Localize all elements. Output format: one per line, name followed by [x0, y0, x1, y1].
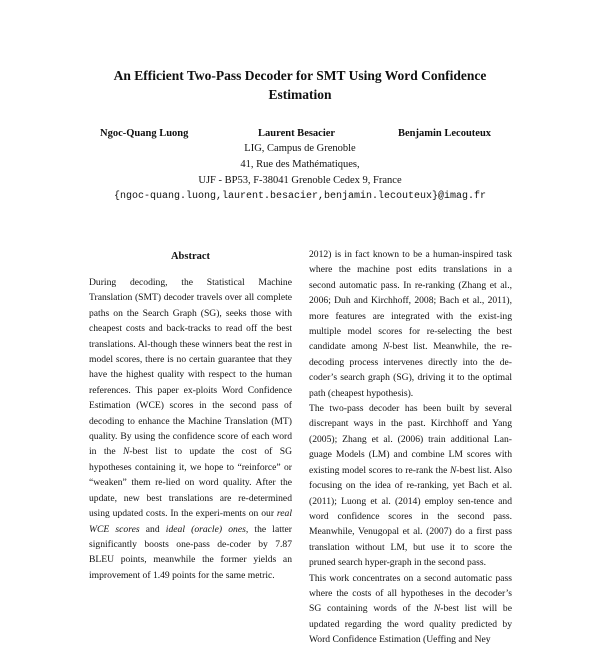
affiliation-lab: LIG, Campus de Grenoble	[244, 143, 356, 154]
paper-title	[0, 66, 600, 104]
abstract-body	[89, 275, 292, 583]
title-line-1: An Efficient Two-Pass Decoder for SMT Using Word Confidence	[113, 68, 487, 83]
abstract-paragraph: During decoding, the Statistical Machine Translation (SMT) decoder travels over all complete paths on the Search Graph (SG), seeks those with cheapest costs and back-tracks to read off the best translations. Al-though these winners beat the rest in model scores, there is no certain guarantee that they have the highest quality with respect to the human references. This paper ex-ploits Word Confidence Estimation (WCE) scores in the second pass of decoding to enhance the Machine Translation (MT) quality. By using the confidence score of each word in the N-best list to update the cost of SG hypotheses containing it, we hope to “reinforce” or “weaken” them re-lied on word quality. After the update, new best translations are re-determined using updated costs. In the experi-ments on our real WCE scores and ideal (oracle) ones, the latter significantly boosts one-pass de-coder by 7.87 BLEU points, meanwhile the former yields an improvement of 1.49 points for the same metric.	[89, 277, 293, 581]
introduction-column	[309, 247, 512, 648]
abstract-heading: Abstract	[170, 251, 211, 262]
author-2: Laurent Besacier	[258, 128, 336, 139]
affiliation-city: UJF - BP53, F-38041 Grenoble Cedex 9, France	[198, 175, 402, 186]
intro-paragraph-2: The two-pass decoder has been built by several discrepant ways in the past. Kirchhoff and Yang (2005); Zhang et al. (2006) train additional Lan-guage Models (LM) and combine LM scores with existing model scores to re-rank the N-best list. Also focusing on the idea of re-ranking, yet Bach et al. (2011); Luong et al. (2014) employ sen-tence and word confidence scores in the second pass. Meanwhile, Venugopal et al. (2007) do a first pass translation without LM, but use it to score the pruned search hyper-graph in the second pass.	[309, 403, 512, 569]
author-1: Ngoc-Quang Luong	[100, 128, 189, 139]
title-line-2: Estimation	[268, 87, 332, 102]
affiliation-block	[0, 141, 600, 205]
affiliation-street: 41, Rue des Mathématiques,	[240, 159, 360, 170]
intro-paragraph-3: This work concentrates on a second automatic pass where the costs of all hypotheses in the decoder’s SG containing words of the N-best list will be updated regarding the word quality predicted by Word Confidence Estimation (Ueffing and Ney	[309, 572, 512, 646]
intro-paragraph-1: 2012) is in fact known to be a human-inspired task where the machine post edits translations in a second automatic pass. In re-ranking (Zhang et al., 2006; Duh and Kirchhoff, 2008; Bach et al., 2011), more features are integrated with the exist-ing multiple model scores for re-selecting the best candidate among N-best list. Meanwhile, the re-decoding process intervenes directly into the de-coder’s search graph (SG), driving it to the optimal path (cheapest hypothesis).	[309, 249, 512, 399]
author-3: Benjamin Lecouteux	[398, 128, 492, 139]
author-emails: {ngoc-quang.luong,laurent.besacier,benjamin.lecouteux}@imag.fr	[113, 191, 487, 202]
